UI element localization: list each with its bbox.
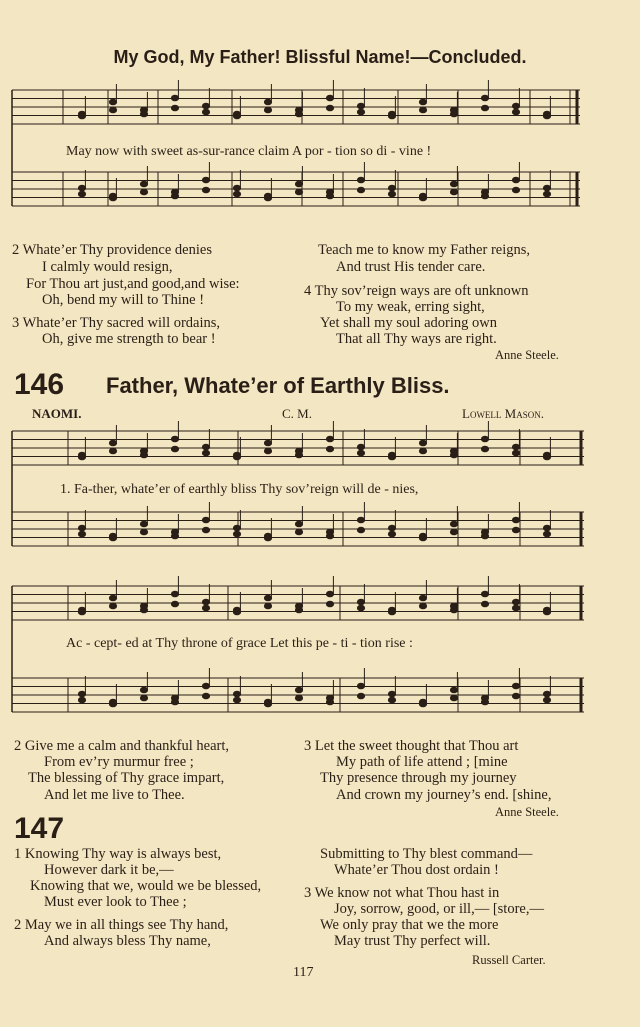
verse-line: Joy, sorrow, good, or ill,— [store,— bbox=[334, 901, 544, 917]
hymn-145-lyric: May now with sweet as-sur-rance claim A por - tion so di - vine ! bbox=[66, 144, 432, 159]
verse-line: May trust Thy perfect will. bbox=[334, 933, 491, 949]
hymn-146-author: Anne Steele. bbox=[495, 805, 559, 819]
verse-line: Oh, give me strength to bear ! bbox=[42, 331, 216, 347]
verse-line: From ev’ry murmur free ; bbox=[44, 754, 194, 770]
hymn-145-author: Anne Steele. bbox=[495, 348, 559, 362]
verse-line: 3 We know not what Thou hast in bbox=[304, 885, 500, 901]
verse-line: The blessing of Thy grace impart, bbox=[28, 770, 225, 786]
verse-line: For Thou art just,and good,and wise: bbox=[26, 276, 240, 292]
verse-line: And let me live to Thee. bbox=[44, 787, 185, 803]
verse-line: 2 Whate’er Thy providence denies bbox=[12, 242, 212, 258]
composer: Lowell Mason. bbox=[462, 406, 544, 421]
verse-line: Must ever look to Thee ; bbox=[44, 894, 187, 910]
verse-line: 1 Knowing Thy way is always best, bbox=[14, 846, 222, 862]
hymn-147-number: 147 bbox=[14, 812, 65, 845]
verse-line: Knowing that we, would we be blessed, bbox=[30, 878, 262, 894]
verse-line: 4 Thy sov’reign ways are oft unknown bbox=[304, 283, 529, 299]
verse-line: However dark it be,— bbox=[44, 862, 174, 878]
verse-line: That all Thy ways are right. bbox=[336, 331, 497, 347]
running-title: My God, My Father! Blissful Name!—Concluded. bbox=[113, 47, 527, 67]
verse-line: And always bless Thy name, bbox=[44, 933, 211, 949]
verse-line: 3 Whate’er Thy sacred will ordains, bbox=[12, 315, 221, 331]
verse-line: Yet shall my soul adoring own bbox=[320, 315, 497, 331]
hymn-147-author: Russell Carter. bbox=[472, 953, 546, 967]
meter: C. M. bbox=[282, 406, 312, 421]
hymn-146-lyric-2: Ac - cept- ed at Thy throne of grace Let this pe - ti - tion rise : bbox=[66, 636, 413, 651]
hymn-146-lyric-1: 1. Fa-ther, whate’er of earthly bliss Thy sov’reign will de - nies, bbox=[60, 482, 419, 497]
verse-line: I calmly would resign, bbox=[42, 259, 173, 275]
verse-line: My path of life attend ; [mine bbox=[336, 754, 508, 770]
verse-line: To my weak, erring sight, bbox=[336, 299, 485, 315]
verse-line: Oh, bend my will to Thine ! bbox=[42, 292, 205, 308]
verse-line: And trust His tender care. bbox=[336, 259, 486, 275]
verse-line: 2 May we in all things see Thy hand, bbox=[14, 917, 229, 933]
verse-line: 3 Let the sweet thought that Thou art bbox=[304, 738, 519, 754]
page-number: 117 bbox=[293, 965, 314, 980]
hymn-146-title: Father, Whate’er of Earthly Bliss. bbox=[106, 373, 450, 398]
tune-name: NAOMI. bbox=[32, 406, 82, 421]
verse-line: We only pray that we the more bbox=[320, 917, 499, 933]
verse-line: Thy presence through my journey bbox=[320, 770, 517, 786]
verse-line: Submitting to Thy blest command— bbox=[320, 846, 533, 862]
verse-line: Teach me to know my Father reigns, bbox=[318, 242, 530, 258]
verse-line: And crown my journey’s end. [shine, bbox=[336, 787, 552, 803]
hymn-146-number: 146 bbox=[14, 368, 65, 401]
verse-line: Whate’er Thou dost ordain ! bbox=[334, 862, 499, 878]
verse-line: 2 Give me a calm and thankful heart, bbox=[14, 738, 230, 754]
